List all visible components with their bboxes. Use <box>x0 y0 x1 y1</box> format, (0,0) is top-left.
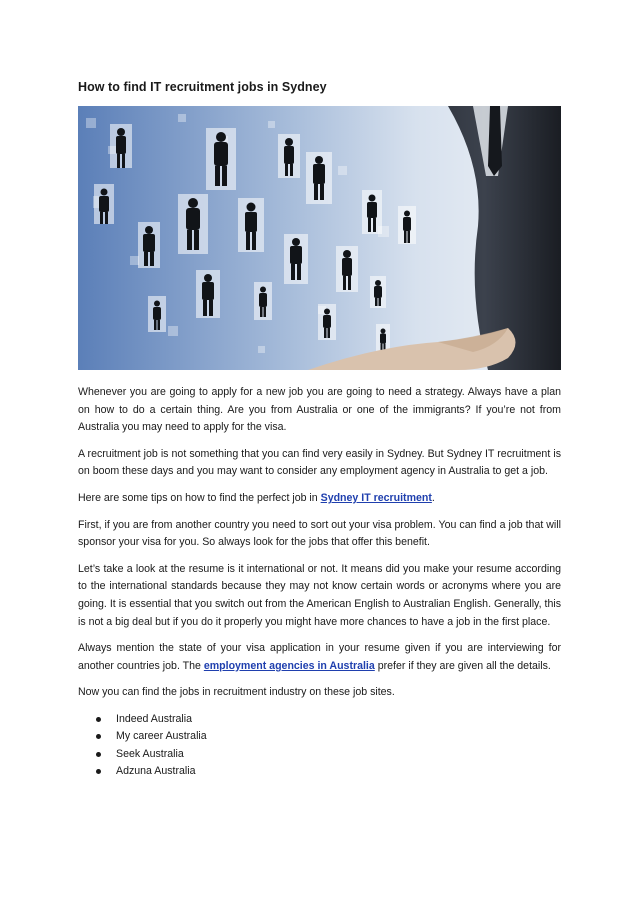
agencies-text-before: Always mention the state of your visa application in your resume given if you are interviewing for another countries job. The <box>78 642 561 672</box>
hero-image <box>78 106 561 370</box>
page-title: How to find IT recruitment jobs in Sydney <box>78 80 327 94</box>
article-body <box>78 384 561 781</box>
employment-agencies-link[interactable]: employment agencies in Australia <box>203 659 375 672</box>
paragraph-strategy: Whenever you are going to apply for a new job you are going to need a strategy. Always have a plan on how to do a certain thing. Are you from Australia or one of the immigrants? If you’re not from Australia you may need to apply for the visa. <box>78 386 561 434</box>
job-sites-list <box>78 711 561 781</box>
list-item: Seek Australia <box>78 746 561 763</box>
paragraph-job-sites-intro: Now you can find the jobs in recruitment industry on these job sites. <box>78 686 395 699</box>
list-item: Indeed Australia <box>78 711 561 728</box>
paragraph-visa: First, if you are from another country you need to sort out your visa problem. You can find a job that will sponsor your visa for you. So always look for the jobs that offer this benefit. <box>78 518 561 549</box>
agencies-text-after: prefer if they are given all the details. <box>374 659 551 672</box>
list-item: Adzuna Australia <box>78 763 561 780</box>
sydney-it-recruitment-link[interactable]: Sydney IT recruitment <box>320 491 432 504</box>
tips-text-before: Here are some tips on how to find the perfect job in <box>78 491 321 504</box>
paragraph-agencies <box>78 640 561 675</box>
tips-text-after: . <box>431 491 435 504</box>
paragraph-tips <box>78 490 561 508</box>
business-people-illustration <box>78 106 561 370</box>
paragraph-recruitment: A recruitment job is not something that you can find very easily in Sydney. But Sydney IT recruitment is on boom these days and you may want to consider any employment agency in Australia to get a job. <box>78 447 561 478</box>
list-item: My career Australia <box>78 728 561 745</box>
paragraph-resume: Let’s take a look at the resume is it international or not. It means did you make your resume according to the international standards because they may not know certain words or acronyms where you are going. It is essential that you switch out from the American English to Australian English. Generally, this is not a big deal but if you do it properly you might have more chances to have a job in the first place. <box>78 562 561 628</box>
